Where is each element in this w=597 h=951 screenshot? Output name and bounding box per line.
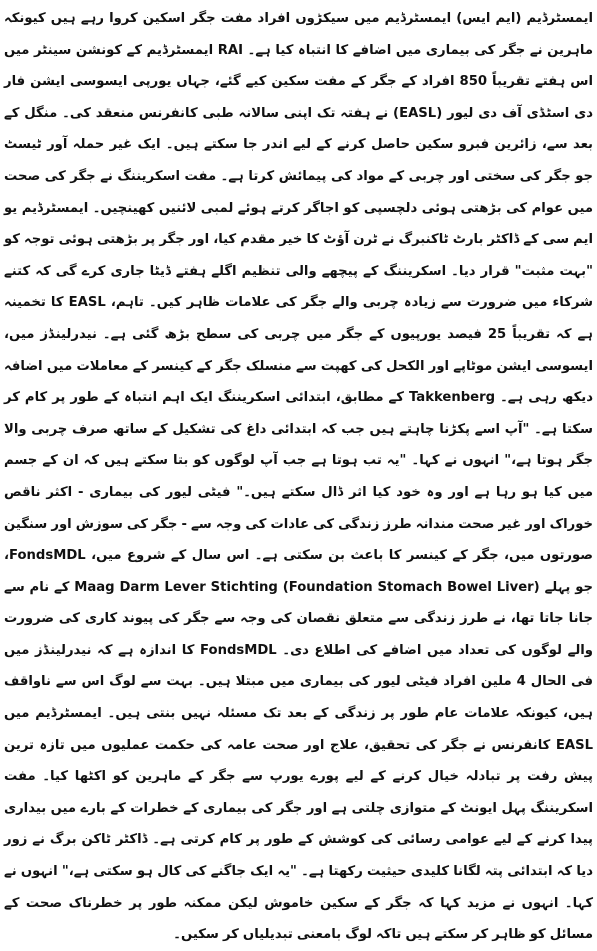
article-body: ایمسٹرڈیم (ایم ایس) ایمسٹرڈیم میں سیکڑوں افراد مفت جگر اسکین کروا رہے ہیں کیونکہ ماہرین نے جگر کی بیماری میں اضافے کا انتباہ کیا ہے۔ RAI ایمسٹرڈیم کے کونشن سینٹر میں اس ہفتے تقریباً 850 افراد کے جگر کے مفت سکین کیے گئے، جہاں یورپی ایسوسی ایشن فار دی اسٹڈی آف دی لیور (EASL) نے ہفتہ تک اپنی سالانہ طبی کانفرنس منعقد کی۔ منگل کے بعد سے، زائرین فبرو سکین حاصل کرنے کے لیے اندر جا سکتے ہیں۔ ایک غیر حملہ آور ٹیسٹ جو جگر کی سختی اور چربی کے مواد کی پیمائش کرتا ہے۔ مفت اسکریننگ نے جگر کی صحت میں عوام کی بڑھتی ہوئی دلچسپی کو اجاگر کرتے ہوئے لمبی لائنیں کھینچیں۔ ایمسٹرڈیم یو ایم سی کے ڈاکٹر بارٹ ٹاکنبرگ نے ٹرن آؤٹ کا خیر مقدم کیا، اور جگر پر بڑھتی ہوئی توجہ کو "بہت مثبت" قرار دیا۔ اسکریننگ کے پیچھے والی تنظیم اگلے ہفتے ڈیٹا جاری کرے گی کہ کتنے شرکاء میں ضرورت سے زیادہ چربی والے جگر کی علامات ظاہر کیں۔ تاہم، EASL کا تخمینہ ہے کہ تقریباً 25 فیصد یورپیوں کے جگر میں چربی کی سطح بڑھ گئی ہے۔ نیدرلینڈز میں، ایسوسی ایشن موٹاپے اور الکحل کی کھپت سے منسلک جگر کے کینسر کے معاملات میں اضافہ دیکھ رہی ہے۔ Takkenberg کے مطابق، ابتدائی اسکریننگ ایک اہم انتباہ کے طور پر کام کر سکتا ہے۔ "آپ اسے پکڑنا چاہتے ہیں جب کہ ابتدائی داغ کی تشکیل کے ساتھ صرف چربی والا جگر ہوتا ہے،" انہوں نے کہا۔ "یہ تب ہوتا ہے جب آپ لوگوں کو بتا سکتے ہیں کہ ان کے جسم میں کیا ہو رہا ہے اور وہ خود کیا اثر ڈال سکتے ہیں۔" فیٹی لیور کی بیماری - اکثر ناقص خوراک اور غیر صحت مندانہ طرز زندگی کی عادات کی وجہ سے - جگر کی سوزش اور سنگین صورتوں میں، جگر کے کینسر کا باعث بن سکتی ہے۔ اس سال کے شروع میں، FondsMDL، جو پہلے Maag Darm Lever Stichting (Foundation Stomach Bowel Liver) کے نام سے جانا جاتا تھا، نے طرز زندگی سے متعلق نقصان کی وجہ سے جگر کی پیوند کاری کی ضرورت والے لوگوں کی تعداد میں اضافے کی اطلاع دی۔ FondsMDL کا اندازہ ہے کہ نیدرلینڈز میں فی الحال 4 ملین افراد فیٹی لیور کی بیماری میں مبتلا ہیں۔ بہت سے لوگ اس سے ناواقف ہیں، کیونکہ علامات عام طور پر زندگی کے بعد تک مسئلہ نہیں بنتی ہیں۔ ایمسٹرڈیم میں EASL کانفرنس نے جگر کی تحقیق، علاج اور صحت عامہ کی حکمت عملیوں میں تازہ ترین پیش رفت پر تبادلہ خیال کرنے کے لیے پورے یورپ سے جگر کے ماہرین کو اکٹھا کیا۔ مفت اسکریننگ پہل ایونٹ کے متوازی چلتی ہے اور جگر کی بیماری کے خطرات کے بارے میں بیداری پیدا کرنے کے لیے عوامی رسائی کی کوشش کے طور پر کام کرتی ہے۔ ڈاکٹر ٹاکن برگ نے زور دیا کہ ابتدائی پتہ لگانا کلیدی حیثیت رکھتا ہے۔ "یہ ایک جاگنے کی کال ہو سکتی ہے،" انہوں نے کہا۔ انہوں نے مزید کہا کہ جگر کے سکین خاموش لیکن ممکنہ طور پر خطرناک صحت کے مسائل کو ظاہر کر سکتے ہیں تاکہ لوگ بامعنی تبدیلیاں کر سکیں۔ bbox=[4, 11, 594, 943]
